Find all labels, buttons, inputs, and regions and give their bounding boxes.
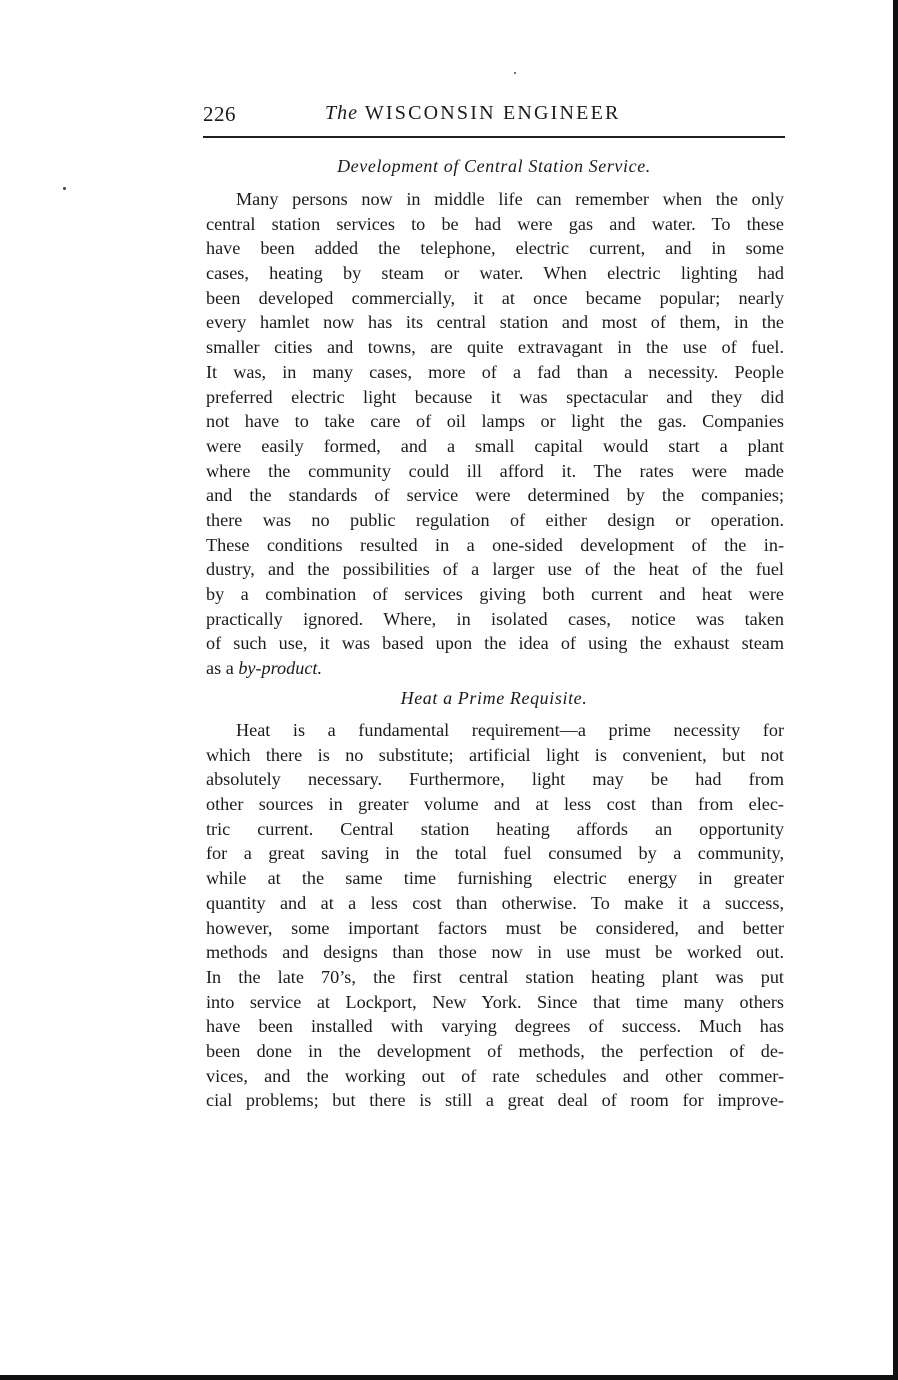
text-line: while at the same time furnishing electric energy in greater bbox=[206, 868, 784, 889]
text-line: central station services to be had were gas and water. To these bbox=[206, 213, 784, 234]
page-number: 226 bbox=[203, 102, 236, 126]
text-line: It was, in many cases, more of a fad than a necessity. People bbox=[206, 361, 784, 382]
emphasis-term: by-product. bbox=[238, 658, 323, 679]
section-heading: Heat a Prime Requisite. bbox=[400, 688, 588, 708]
text-line: not have to take care of oil lamps or light the gas. Companies bbox=[206, 411, 784, 432]
text-line: absolutely necessary. Furthermore, light may be had from bbox=[206, 769, 784, 790]
journal-title bbox=[325, 102, 621, 125]
text-line: tric current. Central station heating affords an opportunity bbox=[206, 818, 784, 839]
journal-title-name: WISCONSIN ENGINEER bbox=[364, 102, 621, 124]
text-line: for a great saving in the total fuel consumed by a community, bbox=[206, 843, 784, 864]
scan-speck bbox=[514, 72, 516, 74]
text-line: by a combination of services giving both current and heat were bbox=[206, 584, 784, 604]
last-line-prefix: as a bbox=[206, 658, 239, 679]
text-line: of such use, it was based upon the idea of using the exhaust steam bbox=[206, 633, 784, 654]
section-heading: Development of Central Station Service. bbox=[337, 156, 651, 176]
text-line: been developed commercially, it at once became popular; nearly bbox=[206, 287, 784, 308]
header-rule bbox=[203, 136, 785, 138]
text-line bbox=[206, 656, 784, 681]
text-line: practically ignored. Where, in isolated cases, notice was taken bbox=[206, 608, 784, 629]
text-line: cases, heating by steam or water. When electric lighting had bbox=[206, 263, 784, 284]
section-body bbox=[206, 718, 784, 1113]
text-line: which there is no substitute; artificial light is convenient, but not bbox=[206, 744, 784, 765]
scan-speck bbox=[63, 187, 66, 190]
text-line: Many persons now in middle life can remember when the only bbox=[236, 189, 784, 209]
text-line: These conditions resulted in a one-sided development of the in- bbox=[206, 534, 784, 555]
text-line: cial problems; but there is still a great deal of room for improve- bbox=[206, 1090, 784, 1111]
text-line: quantity and at a less cost than otherwise. To make it a success, bbox=[206, 892, 784, 913]
text-line: and the standards of service were determined by the companies; bbox=[206, 485, 784, 506]
text-line: Heat is a fundamental requirement—a prime necessity for bbox=[236, 720, 784, 740]
text-line: methods and designs than those now in use must be worked out. bbox=[206, 942, 784, 963]
text-line: In the late 70’s, the first central station heating plant was put bbox=[206, 966, 784, 987]
text-line: have been added the telephone, electric current, and in some bbox=[206, 238, 784, 259]
text-line: preferred electric light because it was spectacular and they did bbox=[206, 386, 784, 407]
text-line: have been installed with varying degrees of success. Much has bbox=[206, 1016, 784, 1037]
text-line: were easily formed, and a small capital would start a plant bbox=[206, 435, 784, 456]
scan-page-edge-right bbox=[893, 0, 898, 1380]
text-line: every hamlet now has its central station and most of them, in the bbox=[206, 312, 784, 333]
text-line: there was no public regulation of either design or operation. bbox=[206, 509, 784, 530]
text-line: smaller cities and towns, are quite extravagant in the use of fuel. bbox=[206, 337, 784, 358]
text-line: where the community could ill afford it. The rates were made bbox=[206, 460, 784, 481]
journal-title-prefix: The bbox=[325, 102, 358, 124]
running-header bbox=[203, 100, 785, 132]
text-line: been done in the development of methods, the perfection of de- bbox=[206, 1040, 784, 1061]
text-line: vices, and the working out of rate schedules and other commer- bbox=[206, 1065, 784, 1086]
text-line: into service at Lockport, New York. Since that time many others bbox=[206, 991, 784, 1012]
text-line: dustry, and the possibilities of a larger use of the heat of the fuel bbox=[206, 559, 784, 580]
text-line: however, some important factors must be considered, and better bbox=[206, 917, 784, 938]
scan-page-edge-bottom bbox=[0, 1375, 898, 1380]
text-line: other sources in greater volume and at less cost than from elec- bbox=[206, 794, 784, 815]
section-body bbox=[206, 187, 784, 681]
